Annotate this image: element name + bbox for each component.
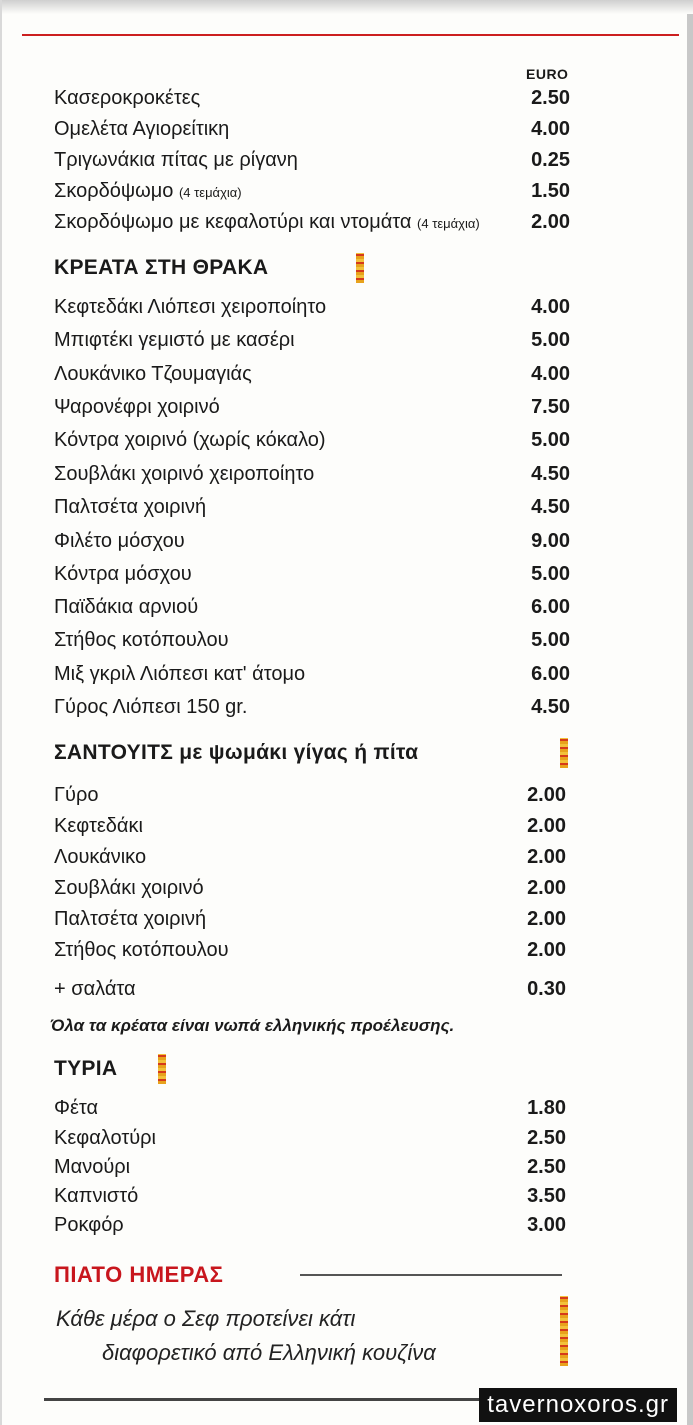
website-watermark: tavernoxoros.gr (479, 1388, 677, 1422)
item-name: Παϊδάκια αρνιού (54, 596, 199, 618)
item-name: Κεφτεδάκι (54, 815, 143, 837)
item-note: (4 τεμάχια) (417, 216, 480, 231)
item-price: 1.50 (531, 180, 570, 202)
heading-accent-bar (158, 1054, 166, 1084)
item-price: 4.50 (531, 696, 570, 718)
item-name: Παλτσέτα χοιρινή (54, 496, 207, 518)
item-price: 4.50 (531, 463, 570, 485)
item-price: 5.00 (531, 563, 570, 585)
dish-of-day-rule (300, 1274, 562, 1276)
item-name: Φιλέτο μόσχου (54, 530, 185, 552)
item-name: Κεφαλοτύρι (54, 1127, 156, 1149)
item-name: Κόντρα μόσχου (54, 563, 192, 585)
item-name: Ομελέτα Αγιορείτικη (54, 118, 230, 140)
currency-label: EURO (526, 66, 569, 82)
item-name: Λουκάνικο (54, 846, 147, 868)
section-heading-grill: ΚΡΕΑΤΑ ΣΤΗ ΘΡΑΚΑ (54, 256, 269, 279)
item-name: Σουβλάκι χοιρινό (54, 877, 204, 899)
item-name: Μανούρι (54, 1156, 131, 1178)
dish-of-day-line-2: διαφορετικό από Ελληνική κουζίνα (102, 1340, 436, 1365)
item-price: 5.00 (531, 629, 570, 651)
item-price: 5.00 (531, 429, 570, 451)
section-heading-sandwiches: ΣΑΝΤΟΥΙΤΣ με ψωμάκι γίγας ή πίτα (54, 741, 419, 764)
item-price: 4.00 (531, 363, 570, 385)
item-name (54, 209, 480, 237)
item-price: 3.50 (527, 1185, 566, 1207)
item-name: Καπνιστό (54, 1185, 139, 1207)
section-heading-cheeses: ΤΥΡΙΑ (54, 1057, 118, 1080)
item-price: 4.00 (531, 296, 570, 318)
paper-top-edge (2, 0, 693, 14)
item-name: Λουκάνικο Τζουμαγιάς (54, 363, 252, 385)
item-name: Τριγωνάκια πίτας με ρίγανη (54, 149, 298, 171)
item-price: 2.50 (527, 1156, 566, 1178)
item-price: 4.00 (531, 118, 570, 140)
item-name: Μπιφτέκι γεμιστό με κασέρι (54, 329, 295, 351)
item-price: 2.50 (531, 87, 570, 109)
dish-of-day-line-1: Κάθε μέρα ο Σεφ προτείνει κάτι (56, 1306, 356, 1331)
item-name: Κασεροκροκέτες (54, 87, 201, 109)
item-name: Μιξ γκριλ Λιόπεσι κατ' άτομο (54, 663, 306, 685)
item-name: Φέτα (54, 1097, 99, 1119)
item-name: Στήθος κοτόπουλου (54, 939, 229, 961)
top-red-line (22, 34, 679, 36)
item-price: 4.50 (531, 496, 570, 518)
item-name (54, 178, 242, 206)
item-price: 2.00 (527, 846, 566, 868)
item-name-text: Σκορδόψωμο (54, 180, 174, 202)
heading-accent-bar (356, 253, 364, 283)
item-name: + σαλάτα (54, 978, 136, 1000)
item-price: 2.00 (531, 211, 570, 233)
item-price: 1.80 (527, 1097, 566, 1119)
item-price: 7.50 (531, 396, 570, 418)
item-price: 3.00 (527, 1214, 566, 1236)
dish-accent-bar (560, 1296, 568, 1366)
item-price: 2.00 (527, 939, 566, 961)
item-price: 0.30 (527, 978, 566, 1000)
item-name: Σουβλάκι χοιρινό χειροποίητο (54, 463, 315, 485)
item-price: 5.00 (531, 329, 570, 351)
item-price: 6.00 (531, 596, 570, 618)
item-price: 9.00 (531, 530, 570, 552)
item-name: Ψαρονέφρι χοιρινό (54, 396, 220, 418)
item-name: Γύρος Λιόπεσι 150 gr. (54, 696, 248, 718)
item-price: 6.00 (531, 663, 570, 685)
item-price: 0.25 (531, 149, 570, 171)
dish-of-day-title: ΠΙΑΤΟ ΗΜΕΡΑΣ (54, 1262, 224, 1287)
item-name: Κεφτεδάκι Λιόπεσι χειροποίητο (54, 296, 327, 318)
meat-origin-note: Όλα τα κρέατα είναι νωπά ελληνικής προέλευσης. (50, 1016, 455, 1035)
item-note: (4 τεμάχια) (178, 185, 242, 200)
item-price: 2.00 (527, 815, 566, 837)
item-price: 2.50 (527, 1127, 566, 1149)
item-price: 2.00 (527, 784, 566, 806)
heading-accent-bar (560, 738, 568, 768)
item-name: Κόντρα χοιρινό (χωρίς κόκαλο) (54, 429, 326, 451)
item-price: 2.00 (527, 877, 566, 899)
item-name: Παλτσέτα χοιρινή (54, 908, 207, 930)
item-price: 2.00 (527, 908, 566, 930)
item-name: Ροκφόρ (54, 1214, 124, 1236)
item-name: Γύρο (54, 784, 99, 806)
item-name-text: Σκορδόψωμο με κεφαλοτύρι και ντομάτα (54, 211, 412, 233)
item-name: Στήθος κοτόπουλου (54, 629, 229, 651)
